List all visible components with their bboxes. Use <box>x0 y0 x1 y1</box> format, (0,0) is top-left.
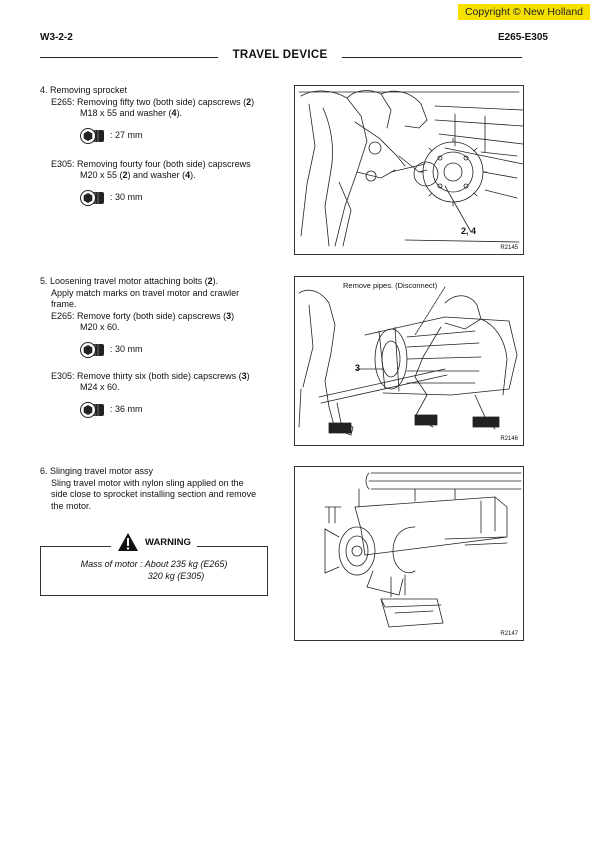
step-5-e265-line2: M20 x 60. <box>80 322 120 332</box>
figure-r2146-illustration <box>295 277 523 445</box>
socket-wrench-icon <box>80 401 106 419</box>
figure-r2146-note: Remove pipes. (Disconnect) <box>343 281 438 290</box>
section-title: TRAVEL DEVICE <box>232 49 328 61</box>
tool-size-value: : 27 mm <box>110 129 143 140</box>
step-4 <box>40 85 268 212</box>
warning-line1: Mass of motor : About 235 kg (E265) <box>80 559 228 569</box>
step-4-e265-line1: E265: Removing fifty two (both side) capscrews (2) <box>51 96 255 107</box>
warning-header <box>111 532 197 552</box>
step-4-e305-line2: M20 x 55 (2) and washer (4). <box>80 170 196 180</box>
step-5-e265-tool <box>80 341 268 359</box>
step-5-line2: frame. <box>51 299 77 309</box>
copyright-banner: Copyright © New Holland <box>458 4 590 20</box>
figure-r2145-illustration <box>295 86 523 254</box>
step-6 <box>40 466 268 512</box>
step-4-e265-tool <box>80 127 268 145</box>
step-4-e265-line2: M18 x 55 and washer (4). <box>80 108 183 118</box>
step-5-e305-tool <box>80 401 268 419</box>
figure-r2145-callout: 2, 4 <box>461 226 477 236</box>
warning-label: WARNING <box>145 536 191 548</box>
tool-size-value: : 36 mm <box>110 403 143 414</box>
title-rule-left <box>40 57 218 58</box>
figure-r2147-id: R2147 <box>500 631 518 637</box>
step-4-e305-line1: E305: Removing fourty four (both side) capscrews <box>51 158 251 169</box>
figure-r2146 <box>294 276 524 446</box>
step-5-e305-line2: M24 x 60. <box>80 382 120 392</box>
step-5 <box>40 276 268 424</box>
warning-line2: 320 kg (E305) <box>147 570 205 581</box>
warning-text <box>41 559 267 582</box>
page-code: W3-2-2 <box>40 32 73 43</box>
warning-box <box>40 536 268 596</box>
step-6-title: 6. Slinging travel motor assy <box>40 466 154 476</box>
step-5-e305-line1: E305: Remove thirty six (both side) capscrews (3) <box>51 370 250 381</box>
tool-size-value: : 30 mm <box>110 343 143 354</box>
step-6-line3: the motor. <box>51 500 92 511</box>
figure-r2147 <box>294 466 524 641</box>
title-rule-right <box>342 57 522 58</box>
socket-wrench-icon <box>80 341 106 359</box>
step-4-e305-tool <box>80 189 268 207</box>
figure-r2146-callout: 3 <box>355 363 361 373</box>
step-5-line1: Apply match marks on travel motor and crawler <box>51 287 240 298</box>
model-code: E265-E305 <box>497 32 548 43</box>
figure-r2145 <box>294 85 524 255</box>
step-5-e265-line1: E265: Remove forty (both side) capscrews (3) <box>51 310 235 321</box>
figure-r2147-illustration <box>295 467 523 640</box>
warning-triangle-icon <box>117 532 139 552</box>
step-6-line2: side close to sprocket installing section and remove <box>51 489 257 499</box>
step-4-title: 4. Removing sprocket <box>40 85 128 95</box>
tool-size-value: : 30 mm <box>110 191 143 202</box>
figure-r2145-id: R2145 <box>500 245 518 251</box>
step-6-line1: Sling travel motor with nylon sling applied on the <box>51 477 244 488</box>
socket-wrench-icon <box>80 189 106 207</box>
figure-r2146-id: R2146 <box>500 436 518 442</box>
socket-wrench-icon <box>80 127 106 145</box>
step-5-title: 5. Loosening travel motor attaching bolts (2). <box>40 276 219 286</box>
